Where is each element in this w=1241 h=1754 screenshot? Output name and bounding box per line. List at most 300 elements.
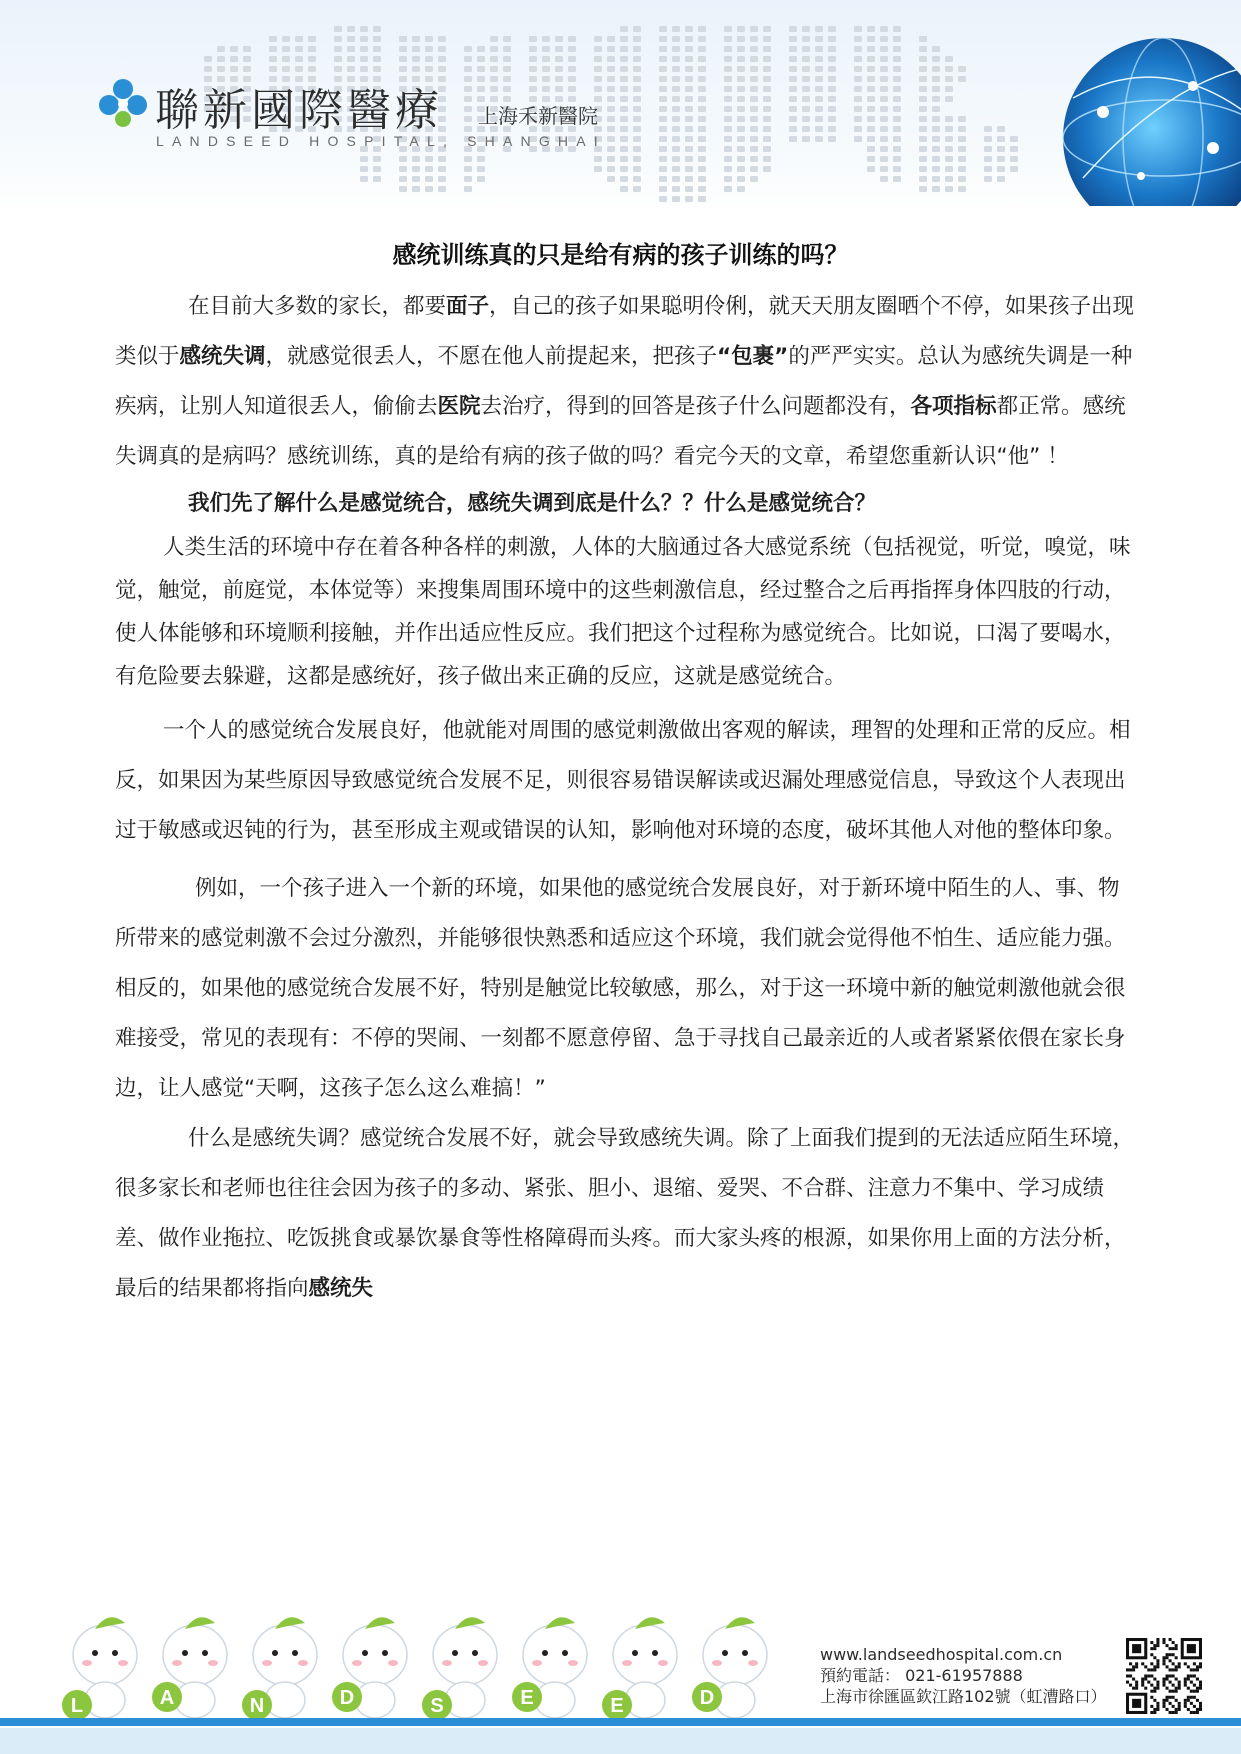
map-dot [607, 156, 615, 162]
map-dot [867, 156, 875, 162]
map-dot [607, 76, 615, 82]
map-dot [958, 136, 966, 142]
qr-cell [1150, 1641, 1153, 1644]
map-dot [490, 76, 498, 82]
map-dot [698, 116, 706, 122]
qr-cell [1156, 1665, 1159, 1668]
qr-cell [1162, 1699, 1165, 1702]
qr-cell [1166, 1674, 1169, 1677]
map-dot [945, 136, 953, 142]
qr-cell [1175, 1644, 1178, 1647]
text-run: ，自己的孩子如果聪明伶俐，就天天朋友圈晒个不停，如果孩子出现类似于 [115, 294, 1135, 369]
qr-cell [1150, 1711, 1153, 1714]
bold-run: 各项指标 [910, 394, 997, 419]
map-dot [698, 176, 706, 182]
map-dot [464, 186, 472, 192]
qr-cell [1153, 1647, 1156, 1650]
map-dot [659, 66, 667, 72]
mascot-cheek [388, 1660, 398, 1666]
qr-cell [1196, 1708, 1199, 1711]
qr-cell [1147, 1681, 1150, 1684]
map-dot [334, 46, 342, 52]
map-dot [412, 166, 420, 172]
map-dot [919, 166, 927, 172]
qr-cell [1141, 1678, 1144, 1681]
map-dot [815, 76, 823, 82]
map-dot [464, 126, 472, 132]
map-dot [893, 56, 901, 62]
qr-cell [1190, 1681, 1193, 1684]
map-dot [880, 156, 888, 162]
map-dot [555, 86, 563, 92]
map-dot [373, 66, 381, 72]
map-dot [438, 156, 446, 162]
qr-cell [1199, 1708, 1202, 1711]
map-dot [750, 156, 758, 162]
map-dot [568, 86, 576, 92]
qr-cell [1172, 1690, 1175, 1693]
map-dot [893, 66, 901, 72]
website-link[interactable]: www.landseedhospital.com.cn [820, 1645, 1063, 1664]
qr-cell [1156, 1687, 1159, 1690]
map-dot [880, 36, 888, 42]
map-dot [698, 136, 706, 142]
map-dot [659, 176, 667, 182]
map-dot [724, 56, 732, 62]
qr-cell [1184, 1702, 1187, 1705]
mascot-cheek [82, 1660, 92, 1666]
map-dot [893, 86, 901, 92]
logo-subtitle: 上海禾新醫院 [478, 104, 598, 128]
map-dot [880, 66, 888, 72]
qr-cell [1193, 1705, 1196, 1708]
map-dot [919, 146, 927, 152]
qr-cell [1172, 1653, 1175, 1656]
qr-cell [1184, 1681, 1187, 1684]
map-dot [789, 66, 797, 72]
map-dot [867, 166, 875, 172]
map-dot [477, 166, 485, 172]
map-dot [529, 36, 537, 42]
map-dot [724, 106, 732, 112]
map-dot [347, 26, 355, 32]
map-dot [659, 26, 667, 32]
map-dot [542, 86, 550, 92]
qr-cell [1153, 1699, 1156, 1702]
map-dot [425, 46, 433, 52]
map-dot [932, 76, 940, 82]
map-dot [789, 76, 797, 82]
map-dot [802, 86, 810, 92]
map-dot [672, 46, 680, 52]
map-dot [893, 156, 901, 162]
map-dot [373, 26, 381, 32]
paragraph-example: 例如，一个孩子进入一个新的环境，如果他的感觉统合发展良好，对于新环境中陌生的人、事、物所带来的感觉刺激不会过分激烈，并能够很快熟悉和适应这个环境，我们就会觉得他不怕生、适应能力强。相反的，如果他的感觉统合发展不好，特别是触觉比较敏感，那么，对于这一环境中新的触觉刺激他就会很难接受，常见的表现有：不停的哭闹、一刻都不愿意停留、急于寻找自己最亲近的人或者紧紧依偎在家长身边，让人感觉“天啊，这孩子怎么这么难搞！” [115, 876, 1126, 1101]
map-dot [750, 76, 758, 82]
map-dot [893, 126, 901, 132]
map-dot [802, 76, 810, 82]
map-dot [763, 136, 771, 142]
map-dot [763, 166, 771, 172]
qr-cell [1144, 1674, 1147, 1677]
map-dot [399, 56, 407, 62]
map-dot [828, 116, 836, 122]
map-dot [412, 176, 420, 182]
map-dot [854, 126, 862, 132]
map-dot [698, 76, 706, 82]
map-dot [698, 36, 706, 42]
map-dot [672, 126, 680, 132]
qr-cell [1153, 1644, 1156, 1647]
map-dot [698, 126, 706, 132]
map-dot [828, 56, 836, 62]
map-dot [685, 166, 693, 172]
map-dot [659, 166, 667, 172]
map-dot [633, 96, 641, 102]
qr-cell [1129, 1674, 1132, 1677]
map-dot [594, 86, 602, 92]
map-dot [360, 46, 368, 52]
map-dot [880, 166, 888, 172]
map-dot [958, 186, 966, 192]
map-dot [737, 96, 745, 102]
map-dot [984, 156, 992, 162]
map-dot [438, 166, 446, 172]
map-dot [854, 106, 862, 112]
map-dot [932, 116, 940, 122]
qr-cell [1162, 1641, 1165, 1644]
map-dot [633, 116, 641, 122]
map-dot [919, 126, 927, 132]
qr-cell [1175, 1711, 1178, 1714]
map-dot [230, 46, 238, 52]
map-dot [828, 96, 836, 102]
map-dot [802, 96, 810, 102]
map-dot [464, 66, 472, 72]
qr-cell [1135, 1665, 1138, 1668]
map-dot [880, 96, 888, 102]
map-dot [633, 86, 641, 92]
qr-cell [1150, 1674, 1153, 1677]
qr-cell [1175, 1665, 1178, 1668]
qr-cell [1166, 1644, 1169, 1647]
map-dot [984, 176, 992, 182]
map-dot [802, 66, 810, 72]
map-dot [477, 46, 485, 52]
map-dot [932, 66, 940, 72]
map-dot [802, 26, 810, 32]
map-dot [802, 36, 810, 42]
mascot-eye [382, 1650, 388, 1656]
map-dot [620, 166, 628, 172]
qr-cell [1184, 1678, 1187, 1681]
map-dot [932, 176, 940, 182]
map-dot [282, 66, 290, 72]
map-dot [347, 66, 355, 72]
map-dot [724, 116, 732, 122]
map-dot [542, 36, 550, 42]
map-dot [347, 46, 355, 52]
map-dot [620, 156, 628, 162]
map-dot [958, 76, 966, 82]
map-dot [607, 126, 615, 132]
text-run: ，就感觉很丢人，不愿在他人前提起来，把孩子 [265, 344, 718, 369]
map-dot [243, 46, 251, 52]
map-dot [360, 176, 368, 182]
map-dot [217, 66, 225, 72]
map-dot [945, 66, 953, 72]
qr-cell [1162, 1678, 1165, 1681]
map-dot [932, 166, 940, 172]
map-dot [737, 136, 745, 142]
map-dot [1010, 136, 1018, 142]
qr-cell [1166, 1696, 1169, 1699]
map-dot [594, 56, 602, 62]
map-dot [672, 26, 680, 32]
qr-cell [1178, 1705, 1181, 1708]
qr-cell [1169, 1659, 1172, 1662]
qr-cell [1187, 1687, 1190, 1690]
map-dot [464, 76, 472, 82]
map-dot [789, 136, 797, 142]
mascot-cheek [442, 1660, 452, 1666]
qr-cell [1162, 1705, 1165, 1708]
qr-cell [1162, 1662, 1165, 1665]
map-dot [685, 146, 693, 152]
map-dot [490, 86, 498, 92]
mascot-cheek [712, 1660, 722, 1666]
map-dot [217, 56, 225, 62]
map-dot [399, 186, 407, 192]
map-dot [763, 86, 771, 92]
map-dot [958, 156, 966, 162]
map-dot [425, 166, 433, 172]
map-dot [685, 116, 693, 122]
map-dot [464, 156, 472, 162]
map-dot [698, 56, 706, 62]
map-dot [360, 156, 368, 162]
qr-cell [1172, 1662, 1175, 1665]
map-dot [880, 136, 888, 142]
map-dot [399, 66, 407, 72]
mascot-letter: A [159, 1687, 175, 1709]
map-dot [828, 76, 836, 82]
map-dot [945, 56, 953, 62]
map-dot [893, 96, 901, 102]
map-dot [854, 36, 862, 42]
map-dot [1010, 146, 1018, 152]
map-dot [945, 126, 953, 132]
map-dot [880, 116, 888, 122]
qr-cell [1150, 1647, 1153, 1650]
qr-cell [1199, 1705, 1202, 1708]
qr-cell [1184, 1662, 1187, 1665]
map-dot [633, 106, 641, 112]
qr-cell [1153, 1711, 1156, 1714]
map-dot [659, 196, 667, 202]
map-dot [555, 46, 563, 52]
map-dot [867, 26, 875, 32]
map-dot [698, 26, 706, 32]
bold-run: 面子 [446, 294, 490, 319]
map-dot [867, 46, 875, 52]
map-dot [555, 36, 563, 42]
qr-cell [1199, 1665, 1202, 1668]
mascot-head [433, 1625, 497, 1685]
map-dot [919, 46, 927, 52]
map-dot [880, 146, 888, 152]
map-dot [698, 86, 706, 92]
qr-cell [1135, 1684, 1138, 1687]
map-dot [542, 56, 550, 62]
map-dot [750, 56, 758, 62]
map-dot [269, 46, 277, 52]
map-dot [269, 66, 277, 72]
article-body [115, 282, 1139, 1314]
map-dot [490, 36, 498, 42]
qr-cell [1199, 1684, 1202, 1687]
map-dot [880, 86, 888, 92]
map-dot [867, 146, 875, 152]
qr-cell [1178, 1665, 1181, 1668]
map-dot [828, 26, 836, 32]
map-dot [854, 66, 862, 72]
qr-cell [1199, 1681, 1202, 1684]
mascot-eye [452, 1650, 458, 1656]
map-dot [802, 106, 810, 112]
qr-cell [1175, 1668, 1178, 1671]
map-dot [724, 146, 732, 152]
map-dot [412, 186, 420, 192]
qr-cell [1126, 1681, 1129, 1684]
qr-cell [1175, 1647, 1178, 1650]
map-dot [854, 86, 862, 92]
map-dot [854, 56, 862, 62]
map-dot [204, 56, 212, 62]
map-dot [737, 166, 745, 172]
text-run: 去治疗，得到的回答是孩子什么问题都没有， [480, 394, 911, 419]
qr-cell [1129, 1662, 1132, 1665]
map-dot [919, 186, 927, 192]
logo-english-name: LANDSEED HOSPITAL, SHANGHAI [156, 133, 606, 149]
map-dot [893, 136, 901, 142]
qr-cell [1153, 1690, 1156, 1693]
map-dot [620, 46, 628, 52]
qr-cell [1196, 1690, 1199, 1693]
map-dot [763, 116, 771, 122]
qr-cell [1190, 1696, 1193, 1699]
map-dot [633, 166, 641, 172]
qr-cell [1153, 1668, 1156, 1671]
map-dot [698, 166, 706, 172]
map-dot [763, 126, 771, 132]
map-dot [997, 136, 1005, 142]
qr-cell [1153, 1687, 1156, 1690]
map-dot [815, 26, 823, 32]
qr-cell [1196, 1665, 1199, 1668]
map-dot [607, 86, 615, 92]
map-dot [932, 126, 940, 132]
map-dot [633, 46, 641, 52]
map-dot [672, 166, 680, 172]
map-dot [607, 146, 615, 152]
qr-cell [1169, 1711, 1172, 1714]
map-dot [672, 86, 680, 92]
map-dot [230, 56, 238, 62]
map-dot [867, 106, 875, 112]
qr-cell [1169, 1696, 1172, 1699]
mascot-cheek [208, 1660, 218, 1666]
map-dot [659, 46, 667, 52]
map-dot [659, 186, 667, 192]
mascot-letter: D [699, 1687, 715, 1709]
map-dot [698, 146, 706, 152]
mascot-cheek [172, 1660, 182, 1666]
qr-cell [1132, 1668, 1135, 1671]
map-dot [282, 46, 290, 52]
paragraph-intro [115, 282, 1139, 482]
map-dot [698, 196, 706, 202]
map-dot [633, 186, 641, 192]
mascot-head [163, 1625, 227, 1685]
map-dot [815, 126, 823, 132]
qr-cell [1150, 1696, 1153, 1699]
map-dot [464, 166, 472, 172]
map-dot [880, 126, 888, 132]
map-dot [763, 56, 771, 62]
map-dot [932, 156, 940, 162]
qr-cell [1196, 1699, 1199, 1702]
map-dot [750, 26, 758, 32]
map-dot [529, 56, 537, 62]
map-dot [360, 56, 368, 62]
landseed-logo-icon [98, 78, 148, 128]
map-dot [750, 116, 758, 122]
map-dot [880, 176, 888, 182]
qr-cell [1153, 1665, 1156, 1668]
qr-cell [1150, 1653, 1153, 1656]
map-dot [672, 116, 680, 122]
qr-code-icon[interactable] [1126, 1638, 1202, 1714]
qr-cell [1169, 1690, 1172, 1693]
map-dot [815, 66, 823, 72]
map-dot [438, 56, 446, 62]
map-dot [750, 86, 758, 92]
qr-cell [1187, 1696, 1190, 1699]
qr-cell [1132, 1687, 1135, 1690]
map-dot [529, 46, 537, 52]
qr-cell [1156, 1659, 1159, 1662]
map-dot [737, 176, 745, 182]
qr-cell [1196, 1668, 1199, 1671]
qr-cell [1172, 1711, 1175, 1714]
map-dot [828, 106, 836, 112]
map-dot [737, 156, 745, 162]
mascot-letter: E [610, 1695, 624, 1717]
map-dot [724, 26, 732, 32]
map-dot [932, 146, 940, 152]
map-dot [958, 116, 966, 122]
map-dot [672, 196, 680, 202]
map-dot [997, 156, 1005, 162]
map-dot [893, 116, 901, 122]
qr-cell [1193, 1711, 1196, 1714]
map-dot [620, 56, 628, 62]
map-dot [893, 166, 901, 172]
mascot-cheek [352, 1660, 362, 1666]
map-dot [659, 126, 667, 132]
map-dot [412, 56, 420, 62]
